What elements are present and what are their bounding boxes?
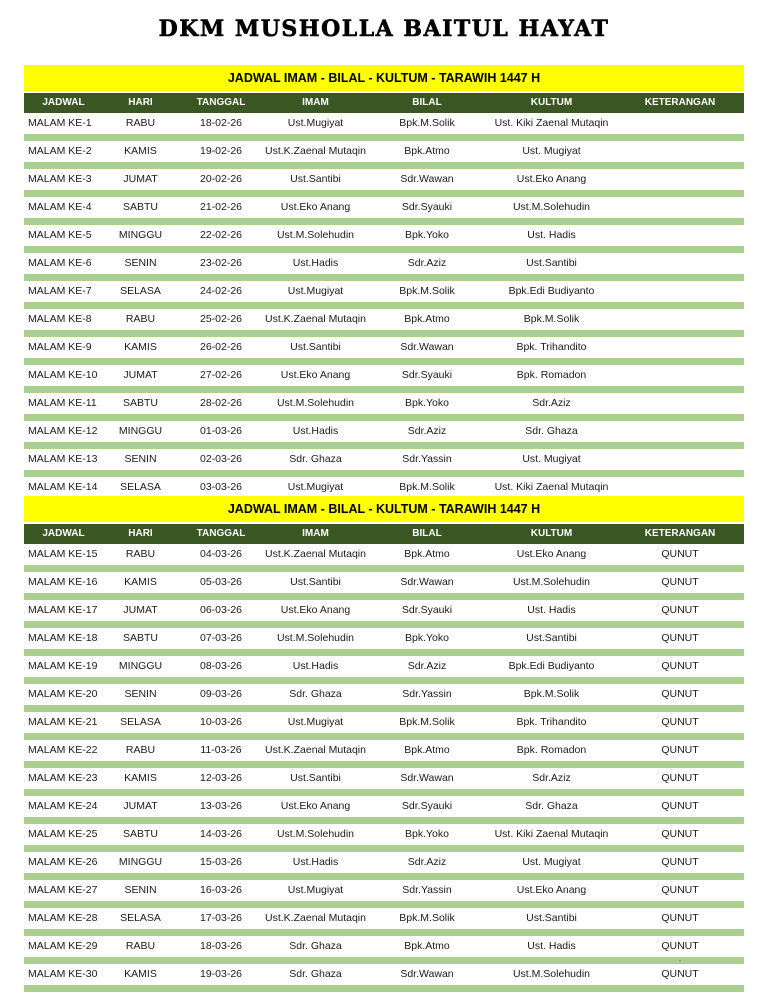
cell-imam: Sdr. Ghaza	[289, 968, 342, 980]
cell-tanggal: 19-03-26	[199, 968, 243, 980]
cell-keterangan	[616, 479, 744, 496]
cell-jadwal: MALAM KE-25	[28, 828, 98, 840]
spacer-row	[24, 901, 744, 908]
cell-jadwal: MALAM KE-9	[28, 341, 92, 353]
spacer-row	[24, 761, 744, 768]
cell-bilal: Sdr.Wawan	[400, 772, 454, 784]
cell-keterangan	[616, 283, 744, 300]
cell-keterangan	[616, 199, 744, 216]
cell-keterangan: QUNUT	[661, 744, 699, 756]
column-header-imam: IMAM	[302, 528, 329, 539]
cell-kultum: Bpk.M.Solik	[523, 313, 580, 325]
cell-imam: Ust.Eko Anang	[280, 800, 351, 812]
cell-kultum: Ust. Kiki Zaenal Mutaqin	[494, 481, 609, 493]
cell-hari: SENIN	[124, 884, 157, 896]
spacer-row	[24, 733, 744, 740]
table-row	[24, 882, 744, 899]
cell-keterangan	[616, 367, 744, 384]
table-row	[24, 395, 744, 412]
schedule-table	[24, 65, 744, 994]
cell-bilal: Sdr.Wawan	[400, 341, 454, 353]
cell-jadwal: MALAM KE-14	[28, 481, 98, 493]
spacer-row	[24, 953, 744, 964]
cell-hari: MINGGU	[118, 425, 163, 437]
cell-imam: Sdr. Ghaza	[289, 453, 342, 465]
cell-tanggal: 08-03-26	[199, 660, 243, 672]
spacer-row	[24, 649, 744, 656]
cell-tanggal: 02-03-26	[199, 453, 243, 465]
table-row	[24, 423, 744, 440]
cell-kultum: Ust.Santibi	[526, 257, 577, 269]
spacer-row	[24, 817, 744, 824]
cell-kultum: Ust. Hadis	[527, 604, 576, 616]
cell-jadwal: MALAM KE-18	[28, 632, 98, 644]
cell-tanggal: 19-02-26	[199, 145, 243, 157]
cell-imam: Ust.Santibi	[290, 173, 341, 185]
cell-tanggal: 28-02-26	[199, 397, 243, 409]
cell-tanggal: 22-02-26	[199, 229, 243, 241]
cell-kultum: Bpk. Trihandito	[516, 716, 587, 728]
cell-tanggal: 03-03-26	[199, 481, 243, 493]
cell-bilal: Sdr.Syauki	[401, 369, 453, 381]
section-banner: JADWAL IMAM - BILAL - KULTUM - TARAWIH 1447 H	[24, 496, 744, 522]
cell-tanggal: 18-03-26	[199, 940, 243, 952]
table-row	[24, 227, 744, 244]
spacer-row	[24, 218, 744, 225]
cell-tanggal: 18-02-26	[199, 117, 243, 129]
cell-tanggal: 17-03-26	[199, 912, 243, 924]
cell-hari: MINGGU	[118, 660, 163, 672]
cell-keterangan: QUNUT	[661, 772, 699, 784]
cell-jadwal: MALAM KE-22	[28, 744, 98, 756]
spacer-row	[24, 565, 744, 572]
cell-kultum: Sdr.Aziz	[532, 772, 571, 784]
cell-imam: Ust.Hadis	[292, 425, 339, 437]
cell-imam: Ust.M.Solehudin	[276, 632, 355, 644]
cell-keterangan	[616, 395, 744, 412]
cell-imam: Ust.Mugiyat	[287, 481, 344, 493]
cell-keterangan	[616, 227, 744, 244]
cell-imam: Ust.K.Zaenal Mutaqin	[265, 313, 366, 325]
column-header-jadwal: JADWAL	[42, 97, 85, 108]
spacer-row	[24, 705, 744, 712]
cell-jadwal: MALAM KE-5	[28, 229, 92, 241]
schedule-section-2	[24, 496, 744, 992]
cell-bilal: Sdr.Aziz	[407, 856, 447, 868]
table-row	[24, 367, 744, 384]
cell-hari: SABTU	[122, 828, 158, 840]
spacer-row	[24, 985, 744, 992]
spacer-row	[24, 621, 744, 628]
cell-bilal: Bpk.Atmo	[404, 940, 450, 952]
cell-jadwal: MALAM KE-30	[28, 968, 98, 980]
cell-keterangan: QUNUT	[661, 940, 699, 952]
cell-imam: Ust.Mugiyat	[287, 716, 344, 728]
column-header-hari: HARI	[128, 528, 153, 539]
spacer-row	[24, 274, 744, 281]
cell-bilal: Sdr.Aziz	[407, 425, 447, 437]
cell-tanggal: 14-03-26	[199, 828, 243, 840]
cell-hari: KAMIS	[124, 772, 157, 784]
cell-imam: Ust.Mugiyat	[287, 117, 344, 129]
cell-bilal: Bpk.Yoko	[405, 229, 449, 241]
cell-keterangan: QUNUT	[661, 576, 699, 588]
table-row	[24, 798, 744, 815]
cell-hari: MINGGU	[118, 229, 163, 241]
table-row	[24, 966, 744, 983]
cell-keterangan: QUNUT	[661, 800, 699, 812]
cell-jadwal: MALAM KE-2	[28, 145, 92, 157]
cell-keterangan: QUNUT	[661, 688, 699, 700]
table-row	[24, 255, 744, 272]
cell-bilal: Sdr.Syauki	[401, 201, 453, 213]
cell-keterangan: QUNUT	[661, 660, 699, 672]
cell-keterangan: QUNUT	[661, 856, 699, 868]
cell-hari: RABU	[125, 744, 156, 756]
cell-bilal: Bpk.Yoko	[405, 397, 449, 409]
cell-imam: Ust.M.Solehudin	[276, 397, 355, 409]
cell-imam: Ust.Santibi	[290, 772, 341, 784]
cell-keterangan: QUNUT	[661, 912, 699, 924]
spacer-row	[24, 386, 744, 393]
cell-jadwal: MALAM KE-4	[28, 201, 92, 213]
cell-hari: MINGGU	[118, 856, 163, 868]
cell-bilal: Sdr.Yassin	[402, 453, 452, 465]
spacer-row	[24, 929, 744, 936]
table-row	[24, 602, 744, 619]
cell-kultum: Ust. Kiki Zaenal Mutaqin	[494, 117, 609, 129]
cell-jadwal: MALAM KE-3	[28, 173, 92, 185]
cell-kultum: Ust. Kiki Zaenal Mutaqin	[494, 828, 609, 840]
cell-jadwal: MALAM KE-10	[28, 369, 98, 381]
cell-bilal: Bpk.Atmo	[404, 548, 450, 560]
table-row	[24, 826, 744, 843]
spacer-row	[24, 470, 744, 477]
cell-imam: Ust.Hadis	[292, 856, 339, 868]
cell-keterangan	[616, 451, 744, 468]
spacer-row	[24, 330, 744, 337]
cell-kultum: Bpk. Romadon	[516, 744, 587, 756]
cell-tanggal: 05-03-26	[199, 576, 243, 588]
table-row	[24, 199, 744, 216]
cell-hari: KAMIS	[124, 145, 157, 157]
column-header-tanggal: TANGGAL	[196, 97, 246, 108]
cell-hari: SELASA	[120, 716, 161, 728]
cell-keterangan: QUNUT	[661, 884, 699, 896]
cell-imam: Ust.K.Zaenal Mutaqin	[265, 912, 366, 924]
cell-imam: Ust.Eko Anang	[280, 604, 351, 616]
spacer-row	[24, 414, 744, 421]
column-header-imam: IMAM	[302, 97, 329, 108]
column-header-kultum: KULTUM	[530, 528, 573, 539]
table-row	[24, 574, 744, 591]
cell-imam: Ust.Hadis	[292, 257, 339, 269]
cell-kultum: Ust.Eko Anang	[516, 173, 587, 185]
cell-bilal: Sdr.Wawan	[400, 968, 454, 980]
cell-jadwal: MALAM KE-16	[28, 576, 98, 588]
cell-imam: Ust.K.Zaenal Mutaqin	[265, 145, 366, 157]
table-row	[24, 742, 744, 759]
table-header-row	[24, 524, 744, 544]
column-header-hari: HARI	[128, 97, 153, 108]
cell-kultum: Ust. Hadis	[527, 229, 576, 241]
cell-jadwal: MALAM KE-11	[28, 397, 97, 409]
cell-imam: Ust.K.Zaenal Mutaqin	[265, 744, 366, 756]
cell-kultum: Ust. Hadis	[527, 940, 576, 952]
cell-tanggal: 12-03-26	[199, 772, 243, 784]
cell-bilal: Bpk.Atmo	[404, 744, 450, 756]
cell-imam: Ust.Eko Anang	[280, 369, 351, 381]
cell-kultum: Ust.Eko Anang	[516, 548, 587, 560]
schedule-section-1	[24, 65, 744, 496]
spacer-row	[24, 845, 744, 852]
cell-jadwal: MALAM KE-19	[28, 660, 98, 672]
cell-imam: Ust.Mugiyat	[287, 285, 344, 297]
column-header-jadwal: JADWAL	[42, 528, 85, 539]
cell-jadwal: MALAM KE-27	[28, 884, 98, 896]
cell-tanggal: 11-03-26	[200, 744, 242, 756]
cell-tanggal: 01-03-26	[199, 425, 243, 437]
cell-imam: Ust.M.Solehudin	[276, 229, 355, 241]
table-row	[24, 546, 744, 563]
cell-kultum: Ust. Mugiyat	[522, 453, 581, 465]
table-row	[24, 479, 744, 496]
cell-imam: Ust.M.Solehudin	[276, 828, 355, 840]
table-row	[24, 686, 744, 703]
column-header-keterangan: KETERANGAN	[644, 528, 716, 539]
spacer-row	[24, 442, 744, 449]
cell-kultum: Sdr.Aziz	[532, 397, 571, 409]
cell-hari: JUMAT	[123, 173, 158, 185]
table-row	[24, 451, 744, 468]
cell-kultum: Ust. Mugiyat	[522, 145, 581, 157]
cell-hari: SABTU	[122, 201, 158, 213]
table-row	[24, 630, 744, 647]
spacer-row	[24, 789, 744, 796]
cell-jadwal: MALAM KE-8	[28, 313, 92, 325]
cell-bilal: Bpk.Atmo	[404, 313, 450, 325]
spacer-row	[24, 358, 744, 365]
cell-tanggal: 16-03-26	[199, 884, 243, 896]
cell-hari: SABTU	[122, 397, 158, 409]
spacer-note: .	[678, 953, 682, 963]
cell-kultum: Bpk. Trihandito	[516, 341, 587, 353]
cell-tanggal: 25-02-26	[199, 313, 243, 325]
cell-hari: JUMAT	[123, 604, 158, 616]
cell-keterangan	[616, 311, 744, 328]
cell-bilal: Sdr.Yassin	[402, 884, 452, 896]
cell-hari: KAMIS	[124, 341, 157, 353]
cell-tanggal: 07-03-26	[199, 632, 243, 644]
cell-bilal: Bpk.M.Solik	[399, 912, 455, 924]
cell-tanggal: 15-03-26	[199, 856, 243, 868]
cell-kultum: Ust.Santibi	[526, 632, 577, 644]
cell-bilal: Sdr.Wawan	[400, 173, 454, 185]
cell-hari: SELASA	[120, 912, 161, 924]
cell-bilal: Bpk.M.Solik	[399, 481, 455, 493]
cell-hari: KAMIS	[124, 576, 157, 588]
table-row	[24, 714, 744, 731]
cell-bilal: Bpk.M.Solik	[399, 117, 455, 129]
cell-jadwal: MALAM KE-15	[28, 548, 98, 560]
cell-kultum: Ust.M.Solehudin	[512, 201, 591, 213]
cell-hari: SENIN	[124, 257, 157, 269]
cell-keterangan: QUNUT	[661, 604, 699, 616]
cell-jadwal: MALAM KE-17	[28, 604, 98, 616]
cell-hari: SABTU	[122, 632, 158, 644]
table-row	[24, 854, 744, 871]
cell-kultum: Ust.M.Solehudin	[512, 576, 591, 588]
cell-tanggal: 24-02-26	[199, 285, 243, 297]
column-header-bilal: BILAL	[412, 528, 442, 539]
cell-imam: Ust.Hadis	[292, 660, 339, 672]
cell-keterangan: QUNUT	[661, 632, 699, 644]
table-row	[24, 658, 744, 675]
cell-jadwal: MALAM KE-13	[28, 453, 98, 465]
cell-bilal: Sdr.Wawan	[400, 576, 454, 588]
column-header-bilal: BILAL	[412, 97, 442, 108]
cell-kultum: Bpk.Edi Budiyanto	[508, 660, 595, 672]
cell-jadwal: MALAM KE-12	[28, 425, 98, 437]
cell-imam: Sdr. Ghaza	[289, 940, 342, 952]
column-header-kultum: KULTUM	[530, 97, 573, 108]
cell-kultum: Sdr. Ghaza	[525, 800, 578, 812]
cell-tanggal: 04-03-26	[199, 548, 243, 560]
cell-jadwal: MALAM KE-29	[28, 940, 98, 952]
cell-imam: Ust.K.Zaenal Mutaqin	[265, 548, 366, 560]
column-header-keterangan: KETERANGAN	[644, 97, 716, 108]
cell-imam: Ust.Santibi	[290, 341, 341, 353]
section-banner: JADWAL IMAM - BILAL - KULTUM - TARAWIH 1447 H	[24, 65, 744, 91]
cell-bilal: Sdr.Syauki	[401, 604, 453, 616]
table-row	[24, 171, 744, 188]
table-row	[24, 115, 744, 132]
cell-jadwal: MALAM KE-23	[28, 772, 98, 784]
spacer-row	[24, 190, 744, 197]
cell-keterangan	[616, 143, 744, 160]
cell-keterangan	[616, 255, 744, 272]
cell-imam: Ust.Mugiyat	[287, 884, 344, 896]
cell-hari: JUMAT	[123, 369, 158, 381]
table-row	[24, 311, 744, 328]
cell-bilal: Sdr.Aziz	[407, 257, 447, 269]
cell-hari: SENIN	[124, 688, 157, 700]
cell-jadwal: MALAM KE-28	[28, 912, 98, 924]
cell-hari: SELASA	[120, 481, 161, 493]
cell-hari: SELASA	[120, 285, 161, 297]
spacer-row	[24, 134, 744, 141]
cell-keterangan	[616, 171, 744, 188]
cell-bilal: Sdr.Aziz	[407, 660, 447, 672]
cell-hari: KAMIS	[124, 968, 157, 980]
table-row	[24, 283, 744, 300]
cell-tanggal: 23-02-26	[199, 257, 243, 269]
column-header-tanggal: TANGGAL	[196, 528, 246, 539]
cell-keterangan: QUNUT	[661, 716, 699, 728]
spacer-row	[24, 246, 744, 253]
cell-kultum: Bpk. Romadon	[516, 369, 587, 381]
table-row	[24, 770, 744, 787]
spacer-row	[24, 873, 744, 880]
cell-tanggal: 27-02-26	[199, 369, 243, 381]
table-body	[24, 115, 744, 496]
spacer-row	[24, 593, 744, 600]
cell-kultum: Ust.M.Solehudin	[512, 968, 591, 980]
table-header-row	[24, 93, 744, 113]
cell-hari: RABU	[125, 117, 156, 129]
cell-kultum: Ust.Santibi	[526, 912, 577, 924]
page-title: DKM MUSHOLLA BAITUL HAYAT	[158, 16, 610, 42]
spacer-row	[24, 162, 744, 169]
cell-tanggal: 13-03-26	[199, 800, 243, 812]
cell-tanggal: 21-02-26	[199, 201, 243, 213]
cell-kultum: Bpk.M.Solik	[523, 688, 580, 700]
cell-keterangan: QUNUT	[661, 548, 699, 560]
cell-bilal: Bpk.M.Solik	[399, 285, 455, 297]
cell-bilal: Bpk.Yoko	[405, 828, 449, 840]
cell-jadwal: MALAM KE-20	[28, 688, 98, 700]
cell-hari: SENIN	[124, 453, 157, 465]
cell-imam: Ust.Santibi	[290, 576, 341, 588]
cell-keterangan	[616, 339, 744, 356]
cell-tanggal: 20-02-26	[199, 173, 243, 185]
cell-hari: JUMAT	[123, 800, 158, 812]
cell-jadwal: MALAM KE-1	[28, 117, 92, 129]
cell-hari: RABU	[125, 313, 156, 325]
table-row	[24, 143, 744, 160]
cell-tanggal: 26-02-26	[199, 341, 243, 353]
cell-hari: RABU	[125, 940, 156, 952]
cell-jadwal: MALAM KE-24	[28, 800, 98, 812]
cell-kultum: Ust.Eko Anang	[516, 884, 587, 896]
cell-tanggal: 06-03-26	[199, 604, 243, 616]
cell-jadwal: MALAM KE-6	[28, 257, 92, 269]
spacer-row	[24, 677, 744, 684]
cell-hari: RABU	[125, 548, 156, 560]
cell-jadwal: MALAM KE-21	[28, 716, 98, 728]
cell-bilal: Bpk.Atmo	[404, 145, 450, 157]
table-body	[24, 546, 744, 992]
cell-jadwal: MALAM KE-7	[28, 285, 92, 297]
cell-tanggal: 10-03-26	[199, 716, 243, 728]
cell-imam: Ust.Eko Anang	[280, 201, 351, 213]
cell-kultum: Sdr. Ghaza	[525, 425, 578, 437]
cell-imam: Sdr. Ghaza	[289, 688, 342, 700]
spacer-row	[24, 302, 744, 309]
cell-bilal: Sdr.Yassin	[402, 688, 452, 700]
cell-keterangan: QUNUT	[661, 828, 699, 840]
cell-bilal: Sdr.Syauki	[401, 800, 453, 812]
cell-kultum: Ust. Mugiyat	[522, 856, 581, 868]
cell-keterangan	[616, 423, 744, 440]
cell-tanggal: 09-03-26	[199, 688, 243, 700]
table-row	[24, 339, 744, 356]
cell-bilal: Bpk.M.Solik	[399, 716, 455, 728]
cell-keterangan	[616, 115, 744, 132]
table-row	[24, 910, 744, 927]
cell-bilal: Bpk.Yoko	[405, 632, 449, 644]
cell-kultum: Bpk.Edi Budiyanto	[508, 285, 595, 297]
cell-jadwal: MALAM KE-26	[28, 856, 98, 868]
cell-keterangan: QUNUT	[661, 968, 699, 980]
